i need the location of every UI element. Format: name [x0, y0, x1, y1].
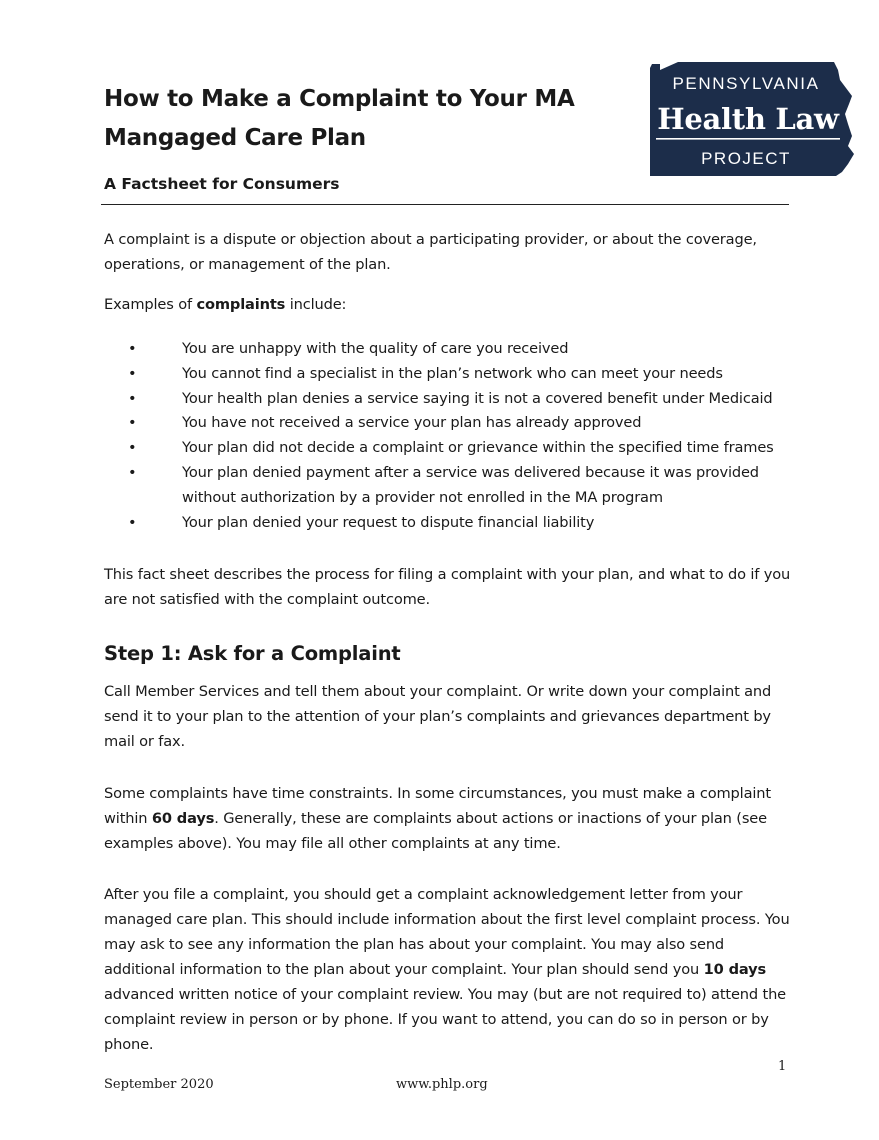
list-item: • Your plan denied payment after a service was delivered because it was provided without authorization by a provider not enrolled in the MA program [104, 461, 804, 511]
complaint-definition: A complaint is a dispute or objection about a participating provider, or about the coverage, operations, or management of the plan. [104, 231, 757, 273]
footer-website: www.phlp.org [396, 1077, 488, 1092]
page-subtitle: A Factsheet for Consumers [104, 175, 340, 193]
examples-intro: Examples of complaints include: [104, 296, 347, 313]
bullet-icon: • [128, 414, 137, 432]
bullet-icon: • [128, 364, 137, 382]
list-item: • You cannot find a specialist in the plan’s network who can meet your needs [104, 362, 804, 387]
page-title: How to Make a Complaint to Your MA Mangaged Care Plan [104, 86, 575, 151]
list-item: • You have not received a service your plan has already approved [104, 411, 804, 436]
list-item: • You are unhappy with the quality of care you received [104, 337, 804, 362]
bullet-icon: • [128, 389, 137, 407]
logo-health-law-text: Health Law [657, 102, 839, 136]
logo-pennsylvania-text: PENNSYLVANIA [672, 74, 820, 93]
bullet-icon: • [128, 439, 137, 457]
bullet-icon: • [128, 513, 137, 531]
step1-paragraph-3: After you file a complaint, you should get a complaint acknowledgement letter from your managed care plan. This should include information about the first level complaint process. You may ask to see any information the plan has about your complaint. You may also send additional information to the plan about your complaint. Your plan should send you 10 days advanced written notice of your complaint review. You may (but are not required to) attend the complaint review in person or by phone. If you want to attend, you can do so in person or by phone. [104, 886, 790, 1053]
bullet-icon: • [128, 463, 137, 481]
complaint-examples-list [104, 337, 804, 535]
step1-paragraph-2: Some complaints have time constraints. In some circumstances, you must make a complaint within 60 days. Generally, these are complaints about actions or inactions of your plan (see examples above). You may file all other complaints at any time. [104, 785, 771, 852]
phlp-logo [648, 62, 856, 178]
logo-project-text: PROJECT [701, 149, 791, 168]
factsheet-summary: This fact sheet describes the process for filing a complaint with your plan, and what to do if you are not satisfied with the complaint outcome. [104, 566, 791, 608]
list-item: • Your plan denied your request to dispute financial liability [104, 511, 804, 536]
list-item: • Your plan did not decide a complaint or grievance within the specified time frames [104, 436, 804, 461]
bullet-icon: • [128, 340, 137, 357]
step1-paragraph-1: Call Member Services and tell them about your complaint. Or write down your complaint and send it to your plan to the attention of your plan’s complaints and grievances department by mail or fax. [104, 683, 772, 750]
list-item: • Your health plan denies a service saying it is not a covered benefit under Medicaid [104, 387, 804, 412]
header-divider [101, 204, 789, 205]
page-number: 1 [778, 1059, 787, 1074]
step1-heading: Step 1: Ask for a Complaint [104, 642, 401, 665]
footer-date: September 2020 [104, 1077, 214, 1092]
